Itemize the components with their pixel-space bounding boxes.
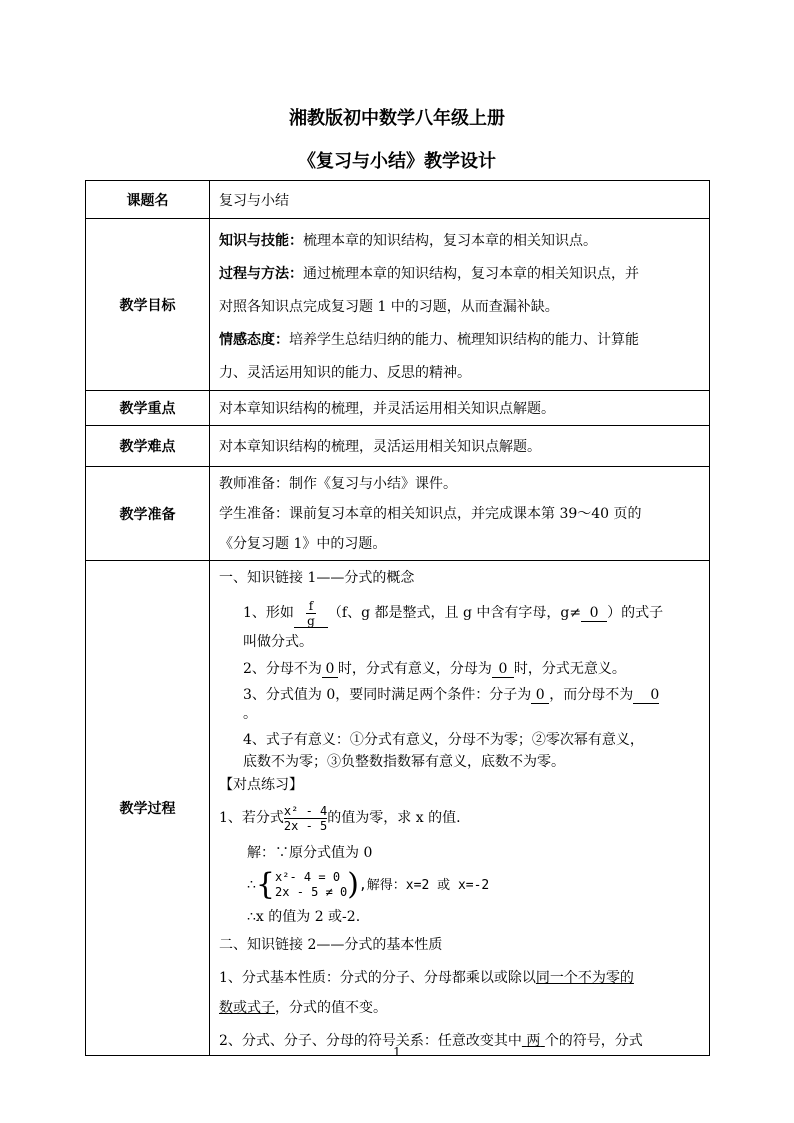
goal-knowledge-text: 梳理本章的知识结构，复习本章的相关知识点。 xyxy=(303,233,597,249)
solution-line-2: ∴{ x²- 4 = 0 2x - 5 ≠ 0 ),解得：x=2 或 x=-2 xyxy=(247,867,490,902)
row-key-points xyxy=(86,391,710,426)
row-preparation xyxy=(86,467,710,561)
label-key-points: 教学重点 xyxy=(86,391,210,426)
label-difficulty: 教学难点 xyxy=(86,426,210,467)
row-goals xyxy=(86,219,710,391)
section-2-heading: 二、知识链接 2——分式的基本性质 xyxy=(219,937,443,953)
equation-system: x²- 4 = 0 2x - 5 ≠ 0 xyxy=(275,870,348,899)
prep-student-1: 学生准备：课前复习本章的相关知识点，并完成课本第 39～40 页的 xyxy=(219,505,642,522)
goal-emotion-text-1: 培养学生总结归纳的能力、梳理知识结构的能力、计算能 xyxy=(289,332,639,348)
practice-heading: 【对点练习】 xyxy=(219,777,303,793)
prep-student-2: 《分复习题 1》中的习题。 xyxy=(219,535,387,552)
goal-emotion-head: 情感态度： xyxy=(219,332,289,348)
concept-item-1-cont: 叫做分式。 xyxy=(243,634,313,650)
solution-line-1: 解：∵原分式值为 0 xyxy=(247,845,373,861)
concept-item-4: 4、式子有意义：①分式有意义，分母不为零；②零次幂有意义， xyxy=(243,732,644,748)
concept-item-4-cont: 底数不为零；③负整数指数幂有意义，底数不为零。 xyxy=(243,754,565,770)
topic-value: 复习与小结 xyxy=(219,192,289,209)
goal-process-head: 过程与方法： xyxy=(219,266,303,282)
goal-knowledge-head: 知识与技能： xyxy=(219,233,303,249)
example-question: 1、若分式 $\frac{\text{x² - 4}}{2x - 5}$ 的值为零，求 x 的值. xyxy=(219,803,461,833)
solution-line-3: ∴x 的值为 2 或-2. xyxy=(247,909,361,925)
goal-process-text-1: 通过梳理本章的知识结构，复习本章的相关知识点，并 xyxy=(303,266,639,282)
concept-item-3-end: 。 xyxy=(243,706,257,722)
property-item-1-cont: 数或式子，分式的值不变。 xyxy=(219,1000,387,1016)
difficulty-value: 对本章知识结构的梳理，灵活运用相关知识点解题。 xyxy=(219,439,541,455)
label-process: 教学过程 xyxy=(86,561,210,1056)
key-points-value: 对本章知识结构的梳理，并灵活运用相关知识点解题。 xyxy=(219,401,555,417)
goal-process-text-2: 对照各知识点完成复习题 1 中的习题，从而查漏补缺。 xyxy=(219,299,559,315)
property-item-1: 1、分式基本性质：分式的分子、分母都乘以或除以同一个不为零的 xyxy=(219,970,634,986)
property-item-2: 2、分式、分子、分母的符号关系：任意改变其中 两 个的符号，分式 xyxy=(219,1033,643,1049)
label-topic: 课题名 xyxy=(86,181,210,219)
lesson-plan-table xyxy=(85,180,710,1056)
document-subtitle: 《复习与小结》教学设计 xyxy=(298,151,496,172)
row-topic xyxy=(86,181,710,219)
goal-emotion-text-2: 力、灵活运用知识的能力、反思的精神。 xyxy=(219,365,471,381)
document-title: 湘教版初中数学八年级上册 xyxy=(289,108,505,129)
concept-item-2: 2、分母不为 0 时，分式有意义，分母为 0 时，分式无意义。 xyxy=(243,661,626,677)
row-process xyxy=(86,561,710,1056)
section-1-heading: 一、知识链接 1——分式的概念 xyxy=(219,570,415,586)
concept-item-3: 3、分式值为 0，要同时满足两个条件：分子为 0 ，而分母不为 0 xyxy=(243,687,660,703)
fraction-x2-4-over-2x-5: $\frac{\text{x² - 4}}{2x - 5}$ xyxy=(283,803,328,833)
label-preparation: 教学准备 xyxy=(86,467,210,561)
label-goals: 教学目标 xyxy=(86,219,210,391)
concept-item-1: 1、形如 $\frac{f}{g}$ （f、g 都是整式，且 g 中含有字母，g≠ 0 ）的式子 xyxy=(243,598,664,628)
prep-teacher: 教师准备：制作《复习与小结》课件。 xyxy=(219,475,457,492)
row-difficulty xyxy=(86,426,710,467)
page-number: 1 xyxy=(393,1045,401,1059)
fraction-f-over-g: $\frac{f}{g}$ xyxy=(307,598,315,628)
